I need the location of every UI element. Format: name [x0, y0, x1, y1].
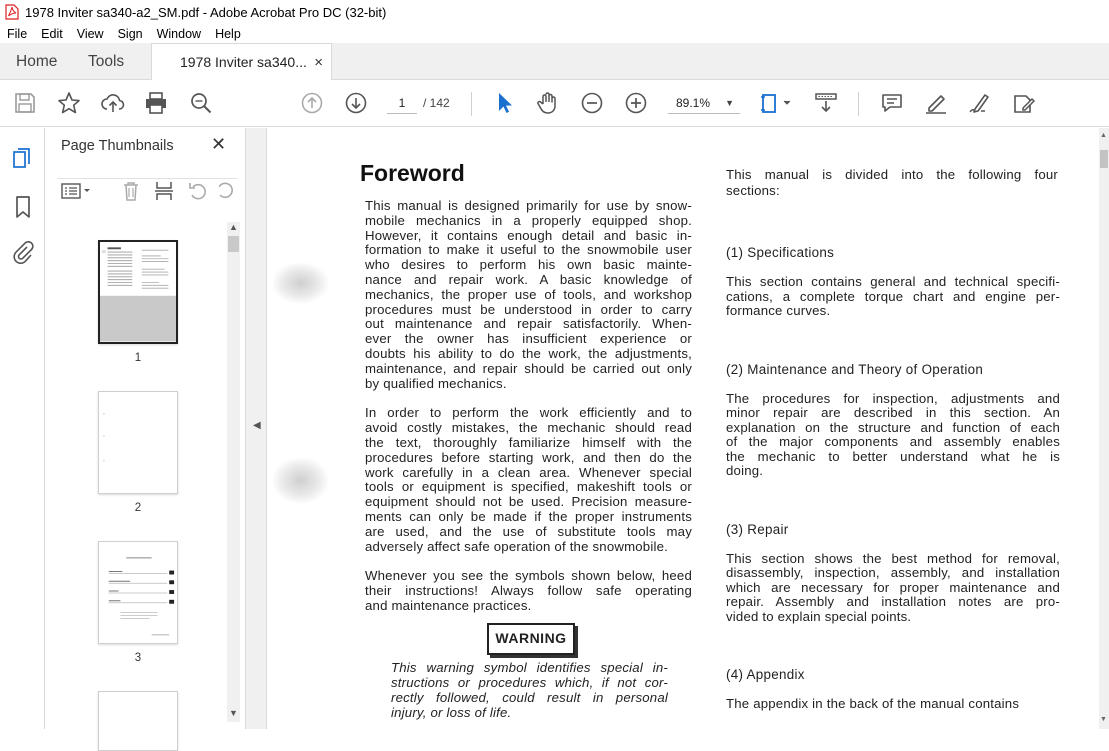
comment-icon[interactable] [879, 90, 905, 116]
sign-icon[interactable] [967, 90, 993, 116]
scrollbar-thumb[interactable] [1100, 150, 1108, 168]
left-column [365, 199, 692, 629]
tab-bar [0, 43, 1109, 80]
section [726, 522, 1060, 625]
text-line: are used, and the use of substitute tools may [365, 523, 692, 539]
scroll-up-icon[interactable]: ▲ [229, 222, 238, 232]
thumbnail-label: 3 [134, 652, 142, 664]
document-heading: Foreword [360, 160, 465, 186]
section-body [726, 552, 1060, 625]
chevron-down-icon: ▼ [725, 98, 734, 108]
save-icon[interactable] [12, 90, 38, 116]
warning-text [391, 661, 668, 721]
text-line: This manual is divided into the following four [726, 167, 1058, 182]
toolbar-separator [471, 92, 472, 116]
section [726, 667, 1060, 712]
pdf-page [267, 128, 1099, 729]
text-line: minor repair are described in this section. An [726, 405, 1060, 420]
scrolling-mode-icon[interactable] [813, 90, 839, 116]
text-line: ments can only be made if the proper instruments [365, 508, 692, 524]
collapse-left-icon[interactable]: ◀ [253, 420, 261, 431]
zoom-value: 89.1% [676, 96, 711, 110]
tab-tools[interactable]: Tools [88, 53, 125, 70]
text-line: Whenever you see the symbols shown below, heed [365, 568, 692, 584]
fill-sign-edit-icon[interactable] [1011, 90, 1037, 116]
text-line: repair. Assembly and installation notes are pro- [726, 594, 1060, 609]
section-title: (1) Specifications [726, 245, 835, 260]
zoom-select[interactable] [668, 92, 740, 114]
scan-smudge [273, 263, 328, 303]
text-line: However, it contains enough detail and basic in- [365, 227, 692, 243]
thumbnail-page-3[interactable] [98, 541, 178, 644]
rotate-right-icon[interactable] [219, 180, 237, 202]
menu-edit[interactable]: Edit [41, 26, 63, 41]
text-line: This manual is designed primarily for use by snow- [365, 198, 692, 213]
thumbnail-page-1[interactable] [98, 240, 178, 344]
text-line: the mechanic to better understand what he is [726, 448, 1060, 464]
section-title: (3) Repair [726, 521, 789, 537]
menu-view[interactable]: View [76, 26, 104, 41]
split-page-icon[interactable] [153, 180, 175, 202]
page-preview [99, 542, 177, 643]
close-panel-icon[interactable]: ✕ [211, 134, 227, 154]
scan-smudge [273, 458, 328, 503]
text-line: sections: [726, 182, 780, 198]
upload-cloud-icon[interactable] [100, 90, 126, 116]
rotate-left-icon[interactable] [187, 180, 209, 202]
bookmark-icon[interactable] [10, 194, 36, 220]
section-body [726, 275, 1060, 319]
text-line: This warning symbol identifies special in- [391, 660, 668, 675]
left-navigation-rail [0, 128, 45, 729]
next-page-icon[interactable] [343, 90, 369, 116]
text-line: In order to perform the work efficiently and to [365, 405, 692, 421]
text-line: doing. [726, 463, 764, 478]
section [726, 245, 1060, 319]
document-scrollbar[interactable] [1099, 128, 1109, 729]
text-line: tools or equipment is specified, makeshift tools or [365, 479, 692, 495]
panel-collapse-bar[interactable] [245, 128, 267, 729]
page-preview [99, 392, 177, 493]
text-line: their instructions! Always follow safe operating [365, 583, 692, 599]
previous-page-icon[interactable] [299, 90, 325, 116]
thumbnail-tools [57, 178, 237, 202]
menu-help[interactable]: Help [215, 26, 241, 41]
menu-sign[interactable]: Sign [117, 26, 143, 41]
text-line: This section shows the best method for removal, [726, 550, 1060, 566]
text-line: procedures must be understood in order to carry [365, 301, 692, 317]
text-line: maintenance, and repair should be carried out only [365, 360, 692, 376]
text-line: cations, a complete torque chart and engine per- [726, 288, 1060, 304]
thumbnail-page-2[interactable] [98, 391, 178, 494]
text-line: mobile mechanics in a properly equipped shop. [365, 212, 692, 228]
menu-bar [0, 24, 1109, 43]
zoom-out-icon[interactable] [579, 90, 605, 116]
window-title: 1978 Inviter sa340-a2_SM.pdf - Adobe Acrobat Pro DC (32-bit) [25, 4, 387, 20]
text-line: adversely affect safe operation of the snowmobile. [365, 538, 668, 554]
text-line: rectly followed, could result in personal [391, 690, 668, 705]
text-line: vided to explain special points. [726, 608, 912, 624]
text-line: which are necessary for proper maintenance and [726, 579, 1060, 595]
scroll-down-icon[interactable]: ▼ [229, 708, 238, 718]
highlight-pen-icon[interactable] [923, 90, 949, 116]
text-line: explanation on the structure and function of each [726, 419, 1060, 435]
acrobat-icon [5, 4, 19, 20]
section-body [726, 392, 1060, 479]
text-line: out maintenance and repair satisfactorily. When- [365, 316, 692, 332]
thumbnail-label: 2 [134, 502, 142, 514]
text-line: equipment should not be used. Precision measure- [365, 494, 692, 510]
text-line: who desires to perform his own basic mainte- [365, 257, 692, 273]
section-body [726, 697, 1060, 712]
fit-page-icon[interactable] [758, 90, 794, 116]
text-line: structions or procedures which, if not cor- [391, 675, 668, 690]
text-line: The appendix in the back of the manual contains [726, 696, 1020, 711]
scroll-up-icon[interactable]: ▲ [1100, 132, 1107, 139]
right-column [726, 245, 1060, 712]
print-icon[interactable] [143, 90, 169, 116]
section-title: (2) Maintenance and Theory of Operation [726, 361, 984, 377]
delete-page-icon[interactable] [120, 180, 142, 202]
section [726, 362, 1060, 479]
toolbar [0, 80, 1109, 127]
attachment-icon[interactable] [10, 239, 36, 265]
panel-title: Page Thumbnails [61, 138, 174, 154]
toolbar-separator [858, 92, 859, 116]
thumbnails-panel [45, 128, 245, 729]
text-line: formance curves. [726, 303, 831, 318]
text-line: procedures before starting work, and then do the [365, 449, 692, 465]
paragraph [365, 199, 692, 391]
tab-document-label: 1978 Inviter sa340... [180, 54, 307, 70]
text-line: doubts his ability to do the work, the adjustments, [365, 345, 692, 361]
text-line: avoid costly mistakes, the mechanic should read [365, 420, 692, 436]
text-line: by qualified mechanics. [365, 375, 507, 391]
text-line: ever the owner has insufficient experience or [365, 331, 692, 347]
text-line: nance and repair work. A basic knowledge of [365, 271, 692, 287]
paragraph [365, 569, 692, 613]
thumbnail-scrollbar[interactable] [227, 222, 240, 722]
select-cursor-icon[interactable] [491, 90, 517, 116]
hand-tool-icon[interactable] [535, 90, 561, 116]
text-line: disassembly, inspection, assembly, and installation [726, 565, 1060, 580]
zoom-in-icon[interactable] [623, 90, 649, 116]
scroll-down-icon[interactable]: ▼ [1100, 716, 1107, 723]
page-number-input[interactable] [387, 92, 417, 114]
zoom-search-icon[interactable] [188, 90, 214, 116]
text-line: formation to make it useful to the snowmobile user [365, 242, 692, 258]
options-menu-icon[interactable] [61, 181, 93, 201]
menu-window[interactable]: Window [156, 26, 202, 41]
text-line: injury, or loss of life. [391, 705, 512, 720]
text-line: mechanics, the proper use of tools, and workshop [365, 286, 692, 302]
tab-home[interactable]: Home [16, 53, 58, 70]
thumbnail-label: 1 [134, 352, 142, 364]
right-intro [726, 168, 1058, 199]
document-view[interactable] [267, 128, 1099, 729]
tab-document[interactable] [151, 43, 332, 81]
text-line: work carefully in a clean area. Whenever special [365, 464, 692, 480]
page-thumbnails-icon[interactable] [10, 146, 36, 172]
text-line: the text, thoroughly familiarize himself with the [365, 434, 692, 450]
title-bar [0, 0, 1109, 24]
bookmark-star-icon[interactable] [56, 90, 82, 116]
paragraph [365, 406, 692, 554]
text-line: and maintenance practices. [365, 597, 532, 613]
page-preview [100, 242, 176, 342]
close-tab-icon[interactable]: × [314, 54, 323, 71]
text-line: The procedures for inspection, adjustments and [726, 390, 1060, 406]
section-title: (4) Appendix [726, 667, 805, 682]
text-line: of the major components and assembly enables [726, 434, 1060, 449]
warning-label: WARNING [487, 623, 575, 655]
menu-file[interactable]: File [7, 26, 28, 41]
thumbnail-page-4[interactable] [98, 691, 178, 751]
page-total: / 142 [423, 96, 450, 110]
text-line: This section contains general and technical specifi- [726, 274, 1060, 289]
scrollbar-thumb[interactable] [228, 236, 239, 252]
